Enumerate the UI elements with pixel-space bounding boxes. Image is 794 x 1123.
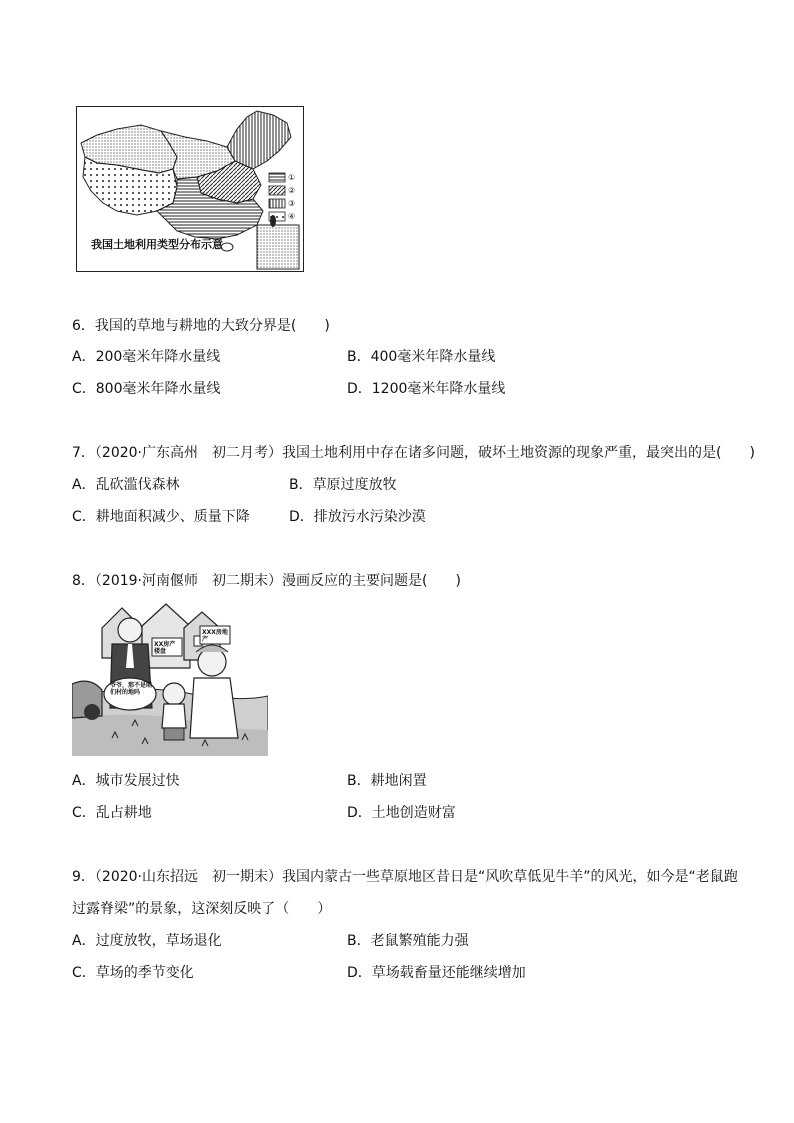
legend-label-4: ④ bbox=[288, 212, 296, 221]
question-8-stem: 8．（2019·河南偃师 初二期末）漫画反应的主要问题是( ) bbox=[72, 573, 461, 589]
cartoon-sign-2: XXX房地产 bbox=[202, 629, 228, 643]
legend-swatch-1 bbox=[269, 173, 285, 182]
question-6-option-a[interactable]: A．200毫米年降水量线 bbox=[72, 349, 221, 365]
map-caption: 我国土地利用类型分布示意 bbox=[91, 238, 223, 251]
question-8-option-a[interactable]: A．城市发展过快 bbox=[72, 773, 180, 789]
question-6-stem: 6．我国的草地与耕地的大致分界是( ) bbox=[72, 318, 330, 334]
question-6-option-d[interactable]: D．1200毫米年降水量线 bbox=[347, 381, 506, 397]
question-7-option-d[interactable]: D．排放污水污染沙漠 bbox=[289, 509, 426, 525]
question-8-option-b[interactable]: B．耕地闲置 bbox=[347, 773, 427, 789]
legend-swatch-3 bbox=[269, 199, 285, 208]
land-occupation-cartoon bbox=[72, 598, 268, 756]
question-9-stem-line-2: 过露脊梁”的景象，这深刻反映了（ ） bbox=[72, 901, 332, 917]
question-8-option-d[interactable]: D．土地创造财富 bbox=[347, 805, 456, 821]
question-7-stem: 7．（2020·广东高州 初二月考）我国土地利用中存在诸多问题，破坏土地资源的现象严重，最突出的是( ) bbox=[72, 445, 755, 461]
legend-swatch-2 bbox=[269, 186, 285, 195]
south-sea-inset bbox=[257, 225, 299, 269]
question-8-option-c[interactable]: C．乱占耕地 bbox=[72, 805, 152, 821]
question-9-stem-line-1: 9．（2020·山东招远 初一期末）我国内蒙古一些草原地区昔日是“风吹草低见牛羊”的风光，如今是“老鼠跑 bbox=[72, 869, 738, 885]
question-9-option-a[interactable]: A．过度放牧，草场退化 bbox=[72, 933, 222, 949]
map-region-northeast bbox=[227, 111, 291, 169]
cartoon-sign-1: XX房产楼盘 bbox=[154, 641, 176, 655]
question-7-option-b[interactable]: B．草原过度放牧 bbox=[289, 477, 397, 493]
question-9-option-d[interactable]: D．草场载畜量还能继续增加 bbox=[347, 965, 526, 981]
cartoon-speech-bubble: 爷爷，那不是咱们村的地吗 bbox=[110, 682, 153, 696]
legend-swatch-4 bbox=[269, 212, 285, 221]
legend-label-1: ① bbox=[288, 173, 296, 182]
question-9-option-c[interactable]: C．草场的季节变化 bbox=[72, 965, 194, 981]
question-7-option-a[interactable]: A．乱砍滥伐森林 bbox=[72, 477, 180, 493]
question-6-option-c[interactable]: C．800毫米年降水量线 bbox=[72, 381, 221, 397]
cartoon-drawing bbox=[72, 598, 268, 756]
legend-label-3: ③ bbox=[288, 199, 296, 208]
question-7-option-c[interactable]: C．耕地面积减少、质量下降 bbox=[72, 509, 250, 525]
land-use-map bbox=[76, 106, 304, 272]
question-6-option-b[interactable]: B．400毫米年降水量线 bbox=[347, 349, 496, 365]
legend-label-2: ② bbox=[288, 186, 296, 195]
question-9-option-b[interactable]: B．老鼠繁殖能力强 bbox=[347, 933, 469, 949]
